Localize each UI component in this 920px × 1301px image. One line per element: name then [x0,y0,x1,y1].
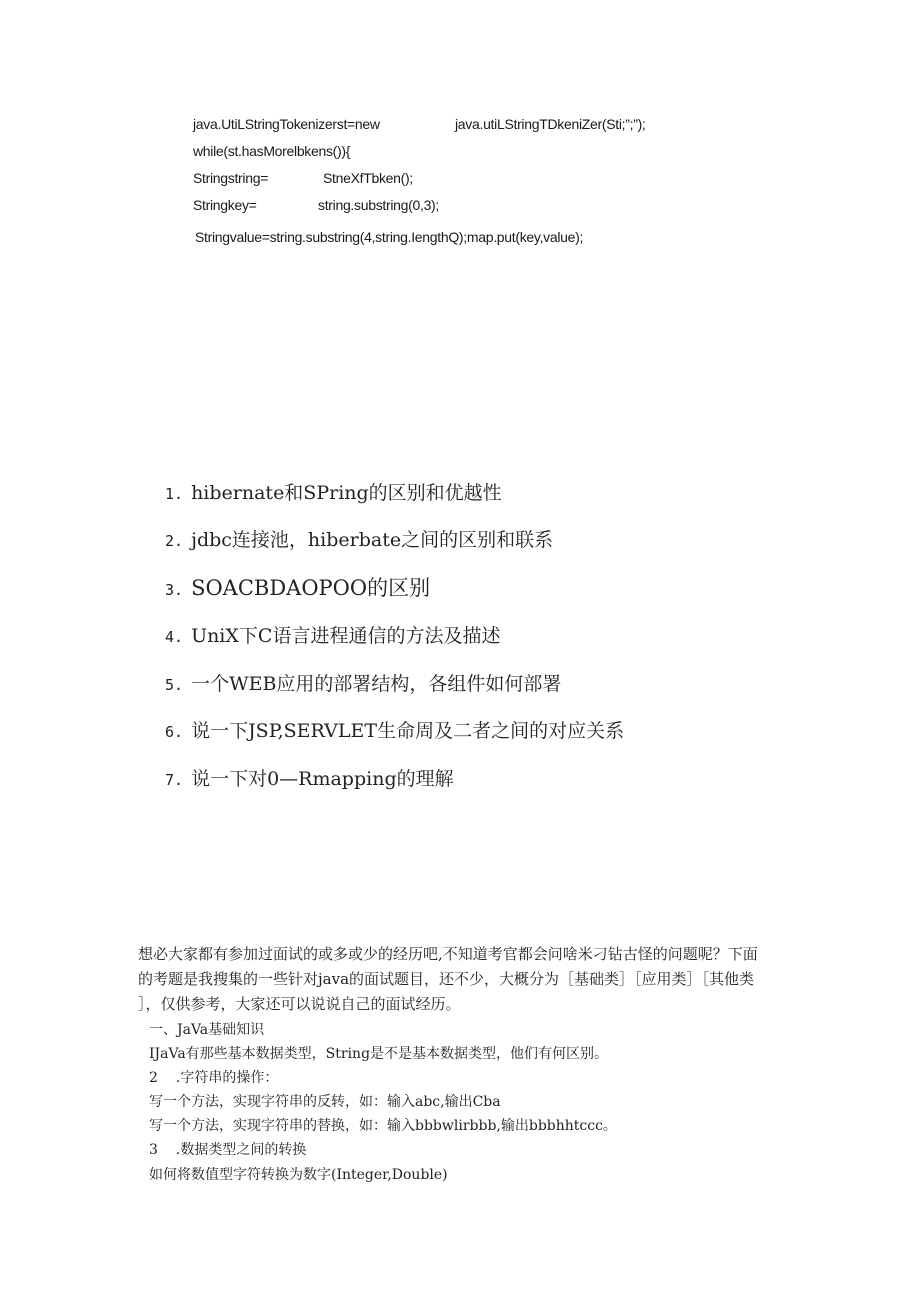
item-number: 2 [149,1070,158,1086]
question-number: 6. [165,723,184,741]
question-item [165,478,502,505]
code-line-5: Stringvalue=string.substring(4,string.IengthQ);map.put(key,value); [195,229,584,245]
question-item [165,669,561,696]
section-item-1: IJaVa有那些基本数据类型，String是不是基本数据类型，他们有何区别。 [149,1046,609,1062]
question-number: 4. [165,628,184,646]
item-text: .字符串的操作： [175,1070,279,1086]
item-text: .数据类型之间的转换 [175,1142,307,1158]
question-text: 说一下JSP,SERVLET生命周及二者之间的对应关系 [191,720,625,742]
item-number: 3 [149,1142,158,1158]
question-number: 3. [165,581,184,599]
section-item-2 [149,1067,278,1087]
question-item [165,525,553,552]
question-text: 一个WEB应用的部署结构，各组件如何部署 [191,673,562,695]
question-text: SOACBDAOPOO的区别 [191,576,431,600]
question-number: 2. [165,532,184,550]
code-line-1b: java.utiLStringTDkeniZer(Sti;”;”); [455,116,646,132]
intro-line-2: 的考题是我搜集的一些针对java的面试题目，还不少，大概分为［基础类］［应用类］［其他类 [138,970,755,988]
question-number: 1. [165,485,184,503]
question-item [165,716,624,743]
code-line-2: while(st.hasMorelbkens()){ [193,143,351,159]
question-text: 说一下对0—Rmapping的理解 [191,768,454,790]
question-number: 7. [165,771,184,789]
code-line-1a: java.UtiLStringTokenizerst=new [193,116,380,132]
intro-line-1: 想必大家都有参加过面试的或多或少的经历吧,不知道考官都会问啥米刁钻古怪的问题呢？下面 [138,945,758,963]
section-item-2b: 写一个方法，实现字符串的替换，如：输入bbbwlirbbb,输出bbbhhtccc。 [149,1118,617,1134]
question-number: 5. [165,676,184,694]
code-line-4a: Stringkey= [193,197,257,213]
question-text: jdbc连接池，hiberbate之间的区别和联系 [191,529,554,551]
question-text: UniX下C语言进程通信的方法及描述 [191,625,501,647]
question-text: hibernate和SPring的区别和优越性 [191,482,502,504]
question-item [165,764,454,791]
section-item-2a: 写一个方法，实现字符串的反转，如：输入abc,输出Cba [149,1094,501,1110]
question-item [165,572,430,602]
question-item [165,621,500,648]
section-item-3 [149,1139,306,1159]
code-line-3a: Stringstring= [193,170,269,186]
intro-line-3: ］，仅供参考，大家还可以说说自己的面试经历。 [138,995,461,1013]
code-line-4b: string.substring(0,3); [318,197,440,213]
section-item-3a: 如何将数值型字符转换为数字(Integer,Double) [149,1167,448,1183]
section-heading: 一、JaVa基础知识 [149,1022,265,1038]
code-line-3b: StneXfTbken(); [323,170,413,186]
